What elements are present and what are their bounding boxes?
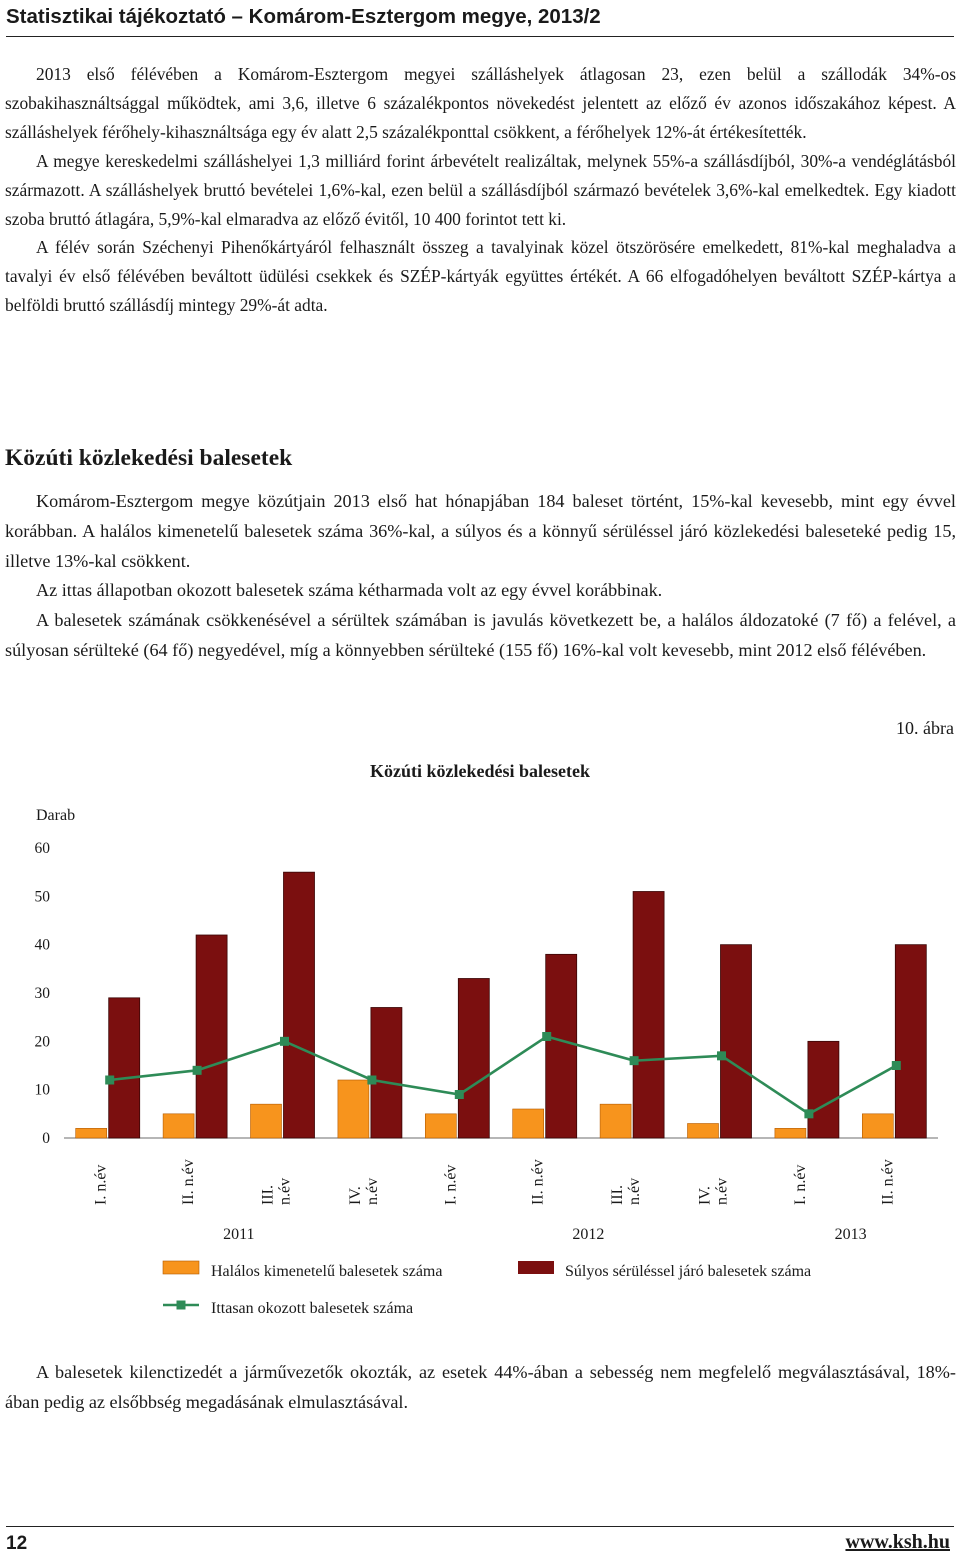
bar-serious bbox=[633, 892, 664, 1139]
bar-fatal bbox=[338, 1080, 369, 1138]
bar-serious bbox=[109, 998, 140, 1138]
year-group-label: 2012 bbox=[572, 1226, 605, 1243]
section-heading: Közúti közlekedési balesetek bbox=[5, 445, 293, 471]
bar-fatal bbox=[775, 1128, 806, 1138]
line-marker-drunk bbox=[105, 1076, 114, 1085]
section-paragraph-2: Az ittas állapotban okozott balesetek száma kétharmada volt az egy évvel korábbinak. bbox=[36, 580, 663, 601]
year-group-label: 2011 bbox=[223, 1226, 255, 1243]
x-tick-label: n.év bbox=[276, 1177, 294, 1205]
y-tick-label: 60 bbox=[34, 840, 50, 857]
section-paragraph-3: A balesetek számának csökkenésével a sérültek számában is javulás következett be, a halálos áldozatoké (7 fő) a felével, a súlyosan sérülteké (64 fő) negyedével, míg a könnyebben sérülteké (155 fő) 16%-kal volt kevesebb, mint 2012 első félévében. bbox=[5, 610, 956, 660]
y-tick-label: 40 bbox=[34, 936, 50, 954]
chart-canvas bbox=[0, 740, 960, 1340]
y-tick-label: 0 bbox=[42, 1130, 50, 1147]
bar-fatal bbox=[251, 1104, 282, 1138]
bar-fatal bbox=[688, 1124, 719, 1139]
bar-serious bbox=[371, 1008, 402, 1139]
bar-serious bbox=[284, 872, 315, 1138]
chart-title: Közúti közlekedési balesetek bbox=[370, 761, 590, 781]
line-drunk-series bbox=[110, 1037, 897, 1114]
page-number: 12 bbox=[6, 1533, 28, 1554]
intro-text bbox=[5, 60, 956, 320]
page-footer bbox=[6, 1526, 954, 1561]
line-marker-drunk bbox=[280, 1037, 289, 1046]
legend-label-drunk: Ittasan okozott balesetek száma bbox=[211, 1300, 414, 1317]
y-tick-label: 20 bbox=[34, 1033, 50, 1051]
line-marker-drunk bbox=[455, 1090, 464, 1099]
bar-serious bbox=[808, 1041, 839, 1138]
line-marker-drunk bbox=[717, 1051, 726, 1060]
legend-marker-drunk bbox=[177, 1301, 186, 1310]
legend-label-fatal: Halálos kimenetelű balesetek száma bbox=[211, 1263, 443, 1280]
line-marker-drunk bbox=[892, 1061, 901, 1070]
x-tick-label: II. n.év bbox=[529, 1159, 547, 1205]
x-tick-label: n.év bbox=[626, 1177, 644, 1205]
y-tick-label: 30 bbox=[34, 985, 50, 1002]
bar-fatal bbox=[163, 1114, 194, 1138]
bar-serious bbox=[196, 935, 227, 1138]
x-tick-label: I. n.év bbox=[442, 1164, 460, 1205]
year-group-label: 2013 bbox=[834, 1226, 867, 1243]
bar-fatal bbox=[76, 1128, 107, 1138]
figure-label: 10. ábra bbox=[896, 718, 954, 738]
accident-chart bbox=[0, 740, 960, 1340]
section-text bbox=[5, 487, 956, 666]
legend-swatch-fatal bbox=[163, 1261, 199, 1274]
section-paragraph-1: Komárom-Esztergom megye közútjain 2013 első hat hónapjában 184 baleset történt, 15%-kal kevesebb, mint egy évvel korábban. A halálos kimenetelű balesetek száma 36%-kal, a súlyos és a könnyű sérüléssel járó közlekedési baleseteké pedig 15, illetve 13%-kal csökkent. bbox=[5, 491, 956, 571]
closing-text: A balesetek kilenctizedét a járművezetők okozták, az esetek 44%-ában a sebesség nem megfelelő megválasztásával, 18%-ában pedig az elsőbbség megadásának elmulasztásával. bbox=[5, 1362, 956, 1412]
bar-serious bbox=[721, 945, 752, 1138]
line-marker-drunk bbox=[367, 1076, 376, 1085]
y-tick-label: 10 bbox=[34, 1081, 50, 1099]
publication-title: Statisztikai tájékoztató – Komárom-Esztergom megye, 2013/2 bbox=[6, 5, 601, 28]
ksh-website-link[interactable]: www.ksh.hu bbox=[845, 1531, 950, 1553]
x-tick-label: III. bbox=[609, 1185, 627, 1205]
x-tick-label: n.év bbox=[713, 1177, 731, 1205]
page-header bbox=[6, 2, 954, 37]
bar-fatal bbox=[862, 1114, 893, 1138]
legend-swatch-serious bbox=[518, 1261, 554, 1274]
x-tick-label: II. n.év bbox=[180, 1159, 198, 1205]
x-tick-label: I. n.év bbox=[92, 1164, 110, 1205]
line-marker-drunk bbox=[804, 1109, 813, 1118]
bar-fatal bbox=[600, 1104, 631, 1138]
bar-serious bbox=[458, 979, 489, 1139]
x-tick-label: IV. bbox=[696, 1186, 714, 1205]
line-marker-drunk bbox=[630, 1056, 639, 1065]
legend-label-serious: Súlyos sérüléssel járó balesetek száma bbox=[565, 1263, 812, 1280]
y-tick-label: 50 bbox=[34, 888, 50, 906]
line-marker-drunk bbox=[193, 1066, 202, 1075]
x-tick-label: III. bbox=[259, 1185, 277, 1205]
x-tick-label: II. n.év bbox=[879, 1159, 897, 1205]
closing-paragraph bbox=[5, 1358, 956, 1417]
intro-paragraph-3: A félév során Széchenyi Pihenőkártyáról felhasznált összeg a tavalyinak közel ötszörösére emelkedett, 81%-kal meghaladva a tavalyi év első félévében beváltott üdülési csekkek és SZÉP-kártyák együttes értékét. A 66 elfogadóhelyen beváltott SZÉP-kártya a belföldi bruttó szállásdíj mintegy 29%-át adta. bbox=[5, 237, 956, 316]
bar-serious bbox=[895, 945, 926, 1138]
bar-fatal bbox=[425, 1114, 456, 1138]
intro-paragraph-2: A megye kereskedelmi szálláshelyei 1,3 milliárd forint árbevételt realizáltak, melynek 55%-a szállásdíjból, 30%-a vendéglátásból származott. A szálláshelyek bruttó bevételei 1,6%-kal, ezen belül a szállásdíjból származó bevételek 3,6%-kal emelkedtek. Egy kiadott szoba bruttó átlagára, 5,9%-kal elmaradva az előző évitől, 10 400 forintot tett ki. bbox=[5, 150, 956, 229]
bar-fatal bbox=[513, 1109, 544, 1138]
x-tick-label: IV. bbox=[346, 1186, 364, 1205]
line-marker-drunk bbox=[542, 1032, 551, 1041]
x-tick-label: I. n.év bbox=[791, 1164, 809, 1205]
y-axis-label: Darab bbox=[36, 807, 76, 824]
bar-serious bbox=[546, 954, 577, 1138]
x-tick-label: n.év bbox=[363, 1177, 381, 1205]
intro-paragraph-1: 2013 első félévében a Komárom-Esztergom megyei szálláshelyek átlagosan 23, ezen belül a szállodák 34%-os szobakihasználtsággal működtek, ami 3,6, illetve 6 százalékpontos növekedést jelentett az előző év azonos időszakához képest. A szálláshelyek férőhely-kihasználtsága egy év alatt 2,5 százalékponttal csökkent, a férőhelyek 12%-át értékesítették. bbox=[5, 64, 956, 142]
